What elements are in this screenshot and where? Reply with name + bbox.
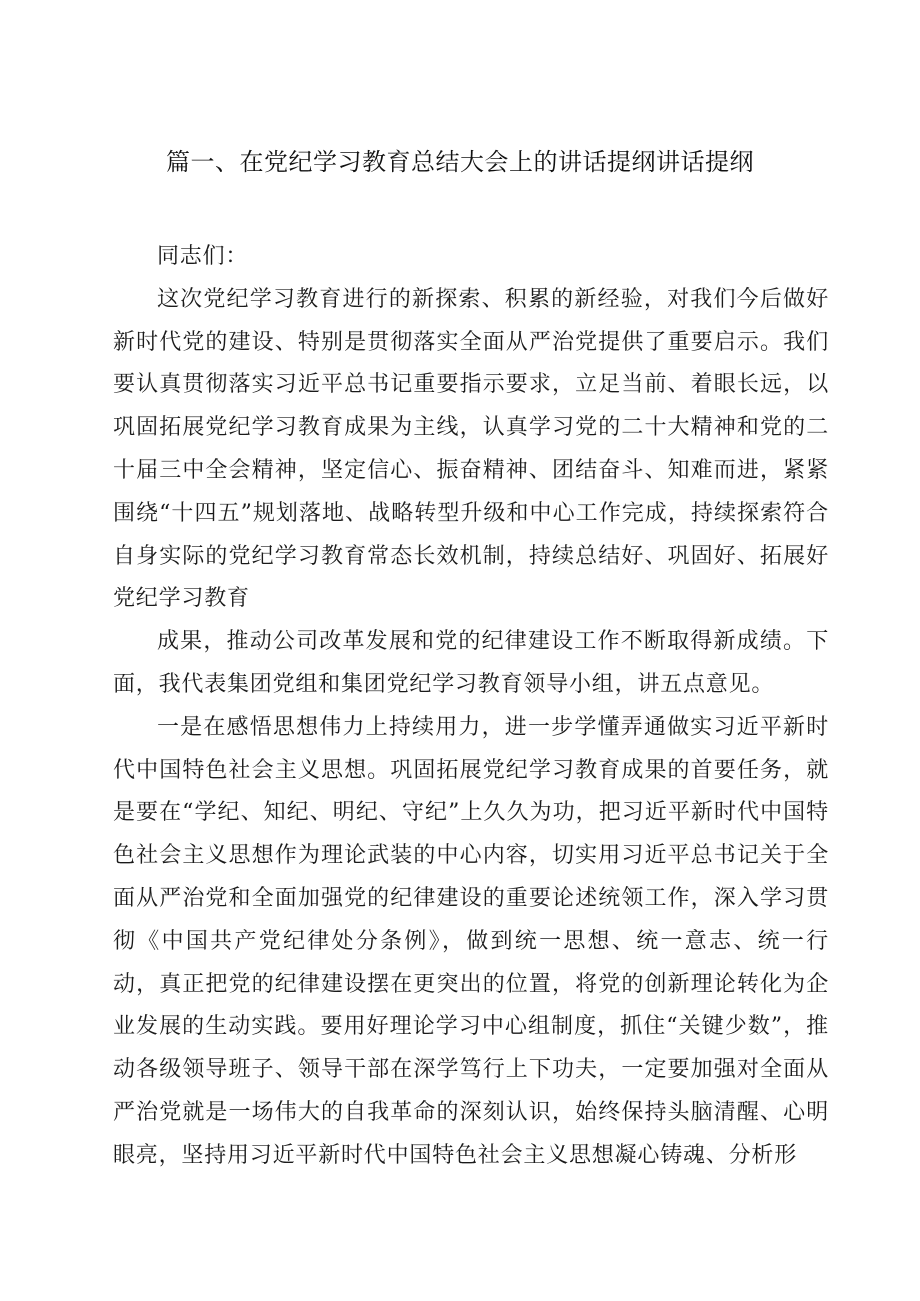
paragraph-1: 这次党纪学习教育进行的新探索、积累的新经验，对我们今后做好新时代党的建设、特别是贯彻落实全面从严治党提供了重要启示。我们要认真贯彻落实习近平总书记重要指示要求，立足当前、着眼长远，以巩固拓展党纪学习教育成果为主线，认真学习党的二十大精神和党的二十届三中全会精神，坚定信心、振奋精神、团结奋斗、知难而进，紧紧围绕“十四五”规划落地、战略转型升级和中心工作完成，持续探索符合自身实际的党纪学习教育常态长效机制，持续总结好、巩固好、拓展好党纪学习教育: [113, 286, 829, 612]
document-title: 篇一、在党纪学习教育总结大会上的讲话提纲讲话提纲: [166, 148, 754, 176]
salutation: 同志们：: [157, 244, 249, 269]
document-body: [113, 236, 829, 1178]
paragraph-3: 一是在感悟思想伟力上持续用力，进一步学懂弄通做实习近平新时代中国特色社会主义思想。巩固拓展党纪学习教育成果的首要任务，就是要在“学纪、知纪、明纪、守纪”上久久为功，把习近平新时代中国特色社会主义思想作为理论武装的中心内容，切实用习近平总书记关于全面从严治党和全面加强党的纪律建设的重要论述统领工作，深入学习贯彻《中国共产党纪律处分条例》，做到统一思想、统一意志、统一行动，真正把党的纪律建设摆在更突出的位置，将党的创新理论转化为企业发展的生动实践。要用好理论学习中心组制度，抓住“关键少数”，推动各级领导班子、领导干部在深学笃行上下功夫，一定要加强对全面从严治党就是一场伟大的自我革命的深刻认识，始终保持头脑清醒、心明眼亮，坚持用习近平新时代中国特色社会主义思想凝心铸魂、分析形: [113, 714, 829, 1168]
paragraph-2: 成果，推动公司改革发展和党的纪律建设工作不断取得新成绩。下面，我代表集团党组和集团党纪学习教育领导小组，讲五点意见。: [113, 629, 829, 697]
